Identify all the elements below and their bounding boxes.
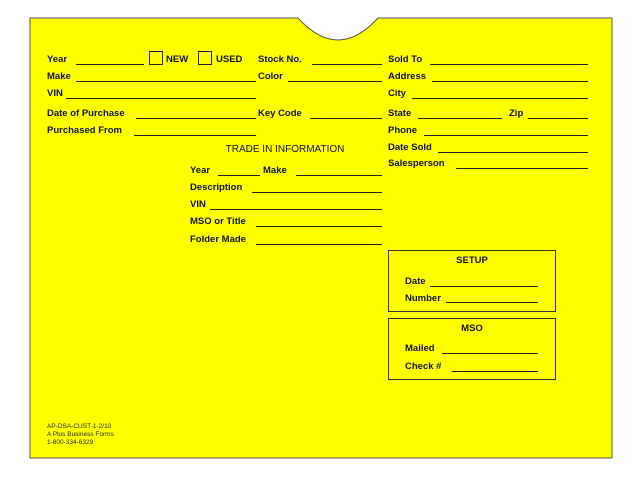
- stock-no-field[interactable]: [312, 64, 382, 65]
- date-sold-label: Date Sold: [388, 142, 432, 153]
- trade-in-vin-label: VIN: [190, 199, 206, 210]
- vin-label: VIN: [47, 88, 63, 99]
- new-checkbox[interactable]: [149, 51, 163, 65]
- trade-in-folder-made-field[interactable]: [256, 244, 382, 245]
- key-code-label: Key Code: [258, 108, 302, 119]
- mso-mailed-field[interactable]: [442, 353, 538, 354]
- trade-in-heading: TRADE IN INFORMATION: [225, 144, 345, 155]
- setup-number-field[interactable]: [446, 302, 538, 303]
- color-field[interactable]: [288, 81, 382, 82]
- salesperson-label: Salesperson: [388, 158, 445, 169]
- setup-number-label: Number: [405, 293, 441, 304]
- company-phone: 1-800-334-6329: [47, 439, 94, 446]
- date-of-purchase-field[interactable]: [136, 118, 256, 119]
- mso-heading: MSO: [461, 323, 483, 334]
- state-label: State: [388, 108, 412, 119]
- trade-in-vin-field[interactable]: [210, 209, 382, 210]
- phone-field[interactable]: [424, 135, 588, 136]
- trade-in-mso-label: MSO or Title: [190, 216, 246, 227]
- zip-label: Zip: [509, 108, 524, 119]
- salesperson-field[interactable]: [456, 168, 588, 169]
- setup-date-field[interactable]: [430, 286, 538, 287]
- form-code: AP-DSA-CUST-1-2/10: [47, 423, 112, 430]
- vin-field[interactable]: [66, 98, 256, 99]
- trade-in-make-field[interactable]: [296, 175, 382, 176]
- city-label: City: [388, 88, 406, 99]
- mso-mailed-label: Mailed: [405, 343, 435, 354]
- sold-to-field[interactable]: [430, 64, 588, 65]
- trade-in-make-label: Make: [263, 165, 287, 176]
- make-label: Make: [47, 71, 71, 82]
- make-field[interactable]: [76, 81, 256, 82]
- sold-to-label: Sold To: [388, 54, 423, 65]
- trade-in-description-field[interactable]: [252, 192, 382, 193]
- year-label: Year: [47, 54, 68, 65]
- address-label: Address: [388, 71, 427, 82]
- trade-in-folder-made-label: Folder Made: [190, 234, 246, 245]
- used-checkbox[interactable]: [198, 51, 212, 65]
- zip-field[interactable]: [528, 118, 588, 119]
- city-field[interactable]: [412, 98, 588, 99]
- date-sold-field[interactable]: [438, 152, 588, 153]
- address-field[interactable]: [432, 81, 588, 82]
- setup-heading: SETUP: [456, 255, 488, 266]
- key-code-field[interactable]: [310, 118, 382, 119]
- purchased-from-field[interactable]: [134, 135, 256, 136]
- phone-label: Phone: [388, 125, 418, 136]
- trade-in-mso-field[interactable]: [256, 226, 382, 227]
- year-field[interactable]: [76, 64, 144, 65]
- used-label: USED: [216, 54, 243, 65]
- trade-in-year-field[interactable]: [218, 175, 260, 176]
- mso-check-label: Check #: [405, 361, 442, 372]
- trade-in-year-label: Year: [190, 165, 211, 176]
- stock-no-label: Stock No.: [258, 54, 302, 65]
- new-label: NEW: [166, 54, 189, 65]
- mso-check-field[interactable]: [452, 371, 538, 372]
- state-field[interactable]: [418, 118, 502, 119]
- purchased-from-label: Purchased From: [47, 125, 122, 136]
- trade-in-description-label: Description: [190, 182, 243, 193]
- setup-date-label: Date: [405, 276, 426, 287]
- color-label: Color: [258, 71, 283, 82]
- company-name: A Plus Business Forms: [47, 431, 114, 438]
- date-of-purchase-label: Date of Purchase: [47, 108, 125, 119]
